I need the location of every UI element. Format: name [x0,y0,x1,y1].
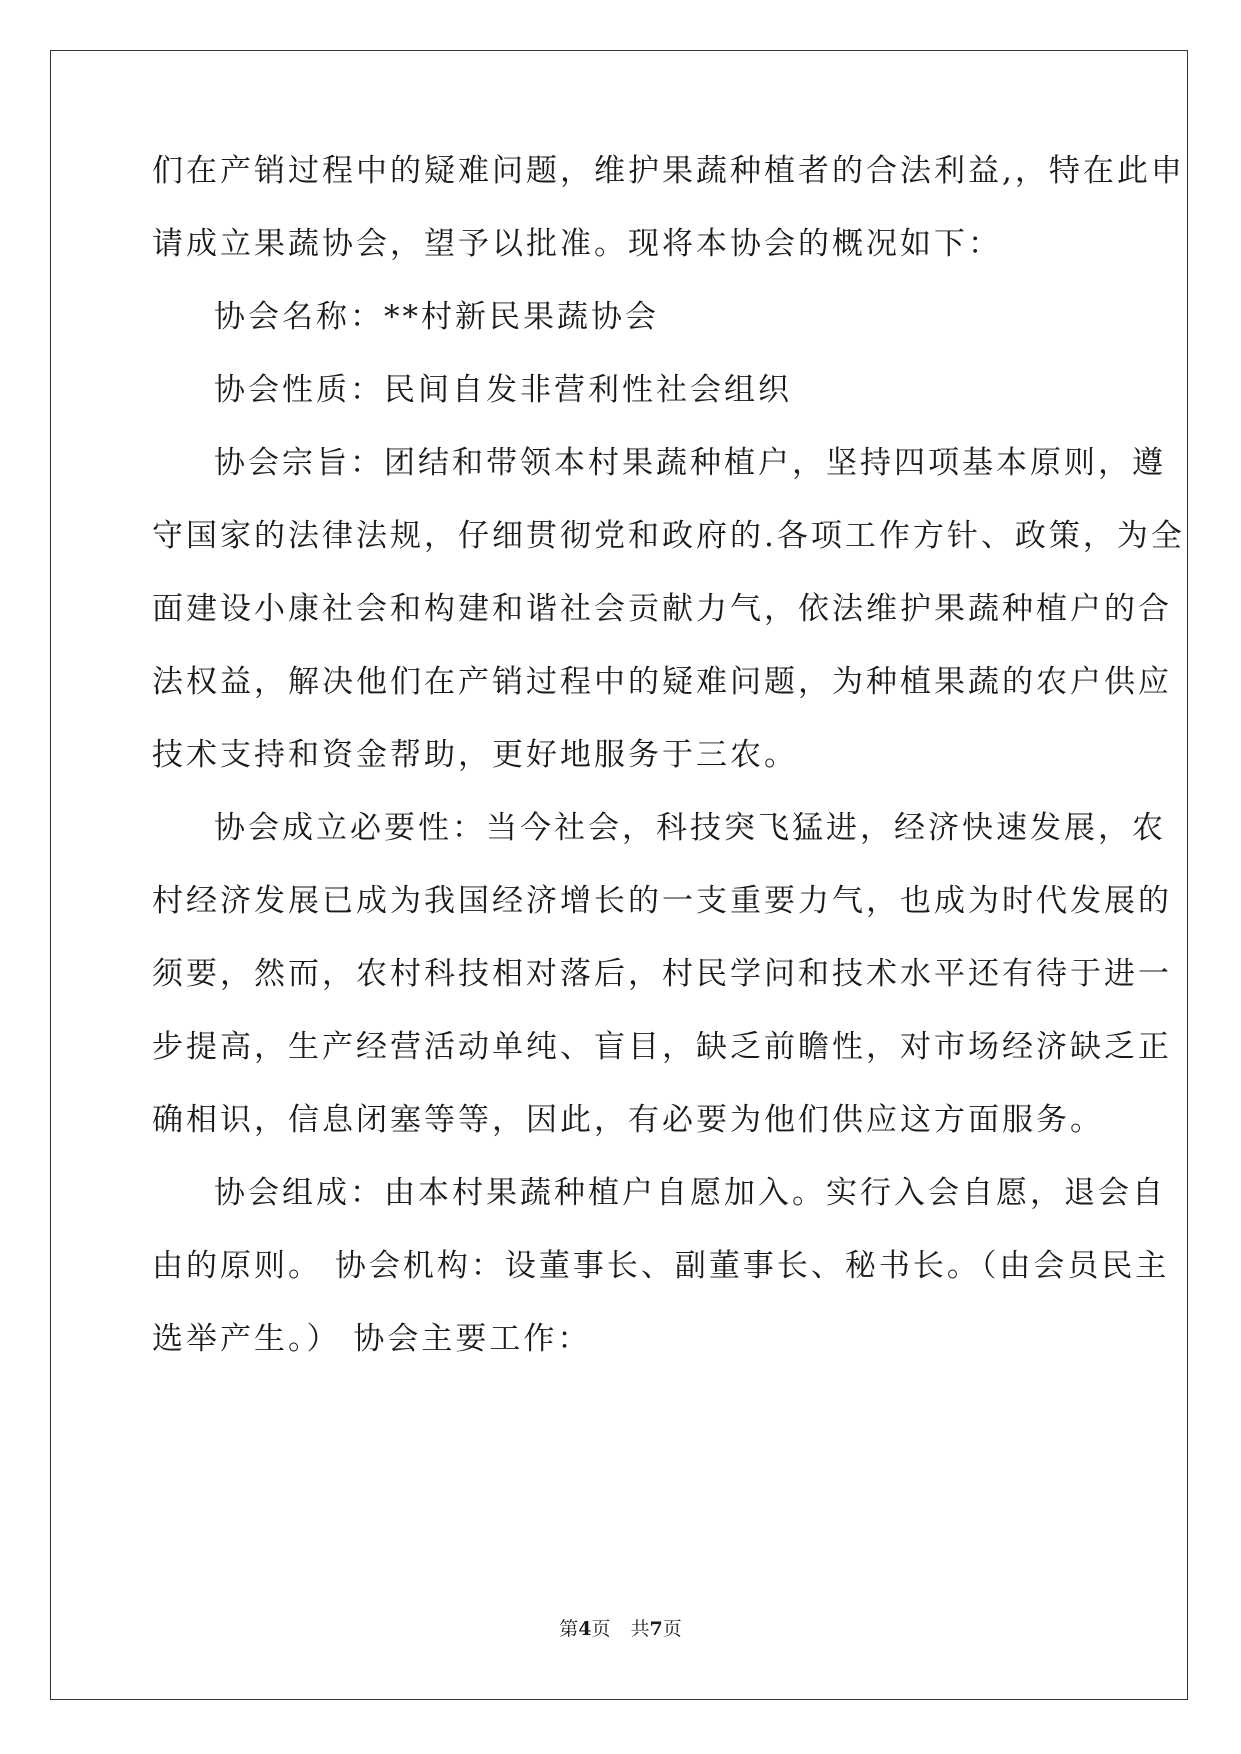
text-line: 技术支持和资金帮助，更好地服务于三农。 [152,737,798,773]
text-line: 选举产生。） 协会主要工作： [152,1321,592,1357]
total-label-suffix: 页 [662,1618,682,1640]
text-line: 协会性质：民间自发非营利性社会组织 [214,372,792,408]
text-line: 步提高，生产经营活动单纯、盲目，缺乏前瞻性，对市场经济缺乏正 [152,1029,1172,1065]
total-pages: 7 [649,1618,663,1640]
text-line: 面建设小康社会和构建和谐社会贡献力气，依法维护果蔬种植户的合 [152,591,1172,627]
text-line: 法权益，解决他们在产销过程中的疑难问题，为种植果蔬的农户供应 [152,664,1172,700]
page-footer [0,1617,1241,1641]
text-line: 请成立果蔬协会，望予以批准。现将本协会的概况如下： [152,226,1002,262]
text-line: 须要，然而，农村科技相对落后，村民学问和技术水平还有待于进一 [152,956,1172,992]
text-line: 协会宗旨：团结和带领本村果蔬种植户，坚持四项基本原则，遵 [214,445,1166,481]
text-line: 村经济发展已成为我国经济增长的一支重要力气，也成为时代发展的 [152,883,1172,919]
page-label-prefix: 第 [559,1618,579,1640]
text-line: 协会名称：**村新民果蔬协会 [214,299,659,335]
text-line: 们在产销过程中的疑难问题，维护果蔬种植者的合法利益,，特在此申 [152,153,1185,189]
text-line: 由的原则。 协会机构：设董事长、副董事长、秘书长。（由会员民主 [152,1248,1170,1284]
text-line: 确相识，信息闭塞等等，因此，有必要为他们供应这方面服务。 [152,1102,1104,1138]
page-number: 4 [578,1618,592,1640]
text-line: 协会组成：由本村果蔬种植户自愿加入。实行入会自愿，退会自 [214,1175,1166,1211]
text-line: 协会成立必要性：当今社会，科技突飞猛进，经济快速发展，农 [214,810,1166,846]
total-label-prefix: 共 [630,1618,650,1640]
text-line: 守国家的法律法规，仔细贯彻党和政府的.各项工作方针、政策，为全 [152,518,1185,554]
page-label-suffix: 页 [591,1618,611,1640]
